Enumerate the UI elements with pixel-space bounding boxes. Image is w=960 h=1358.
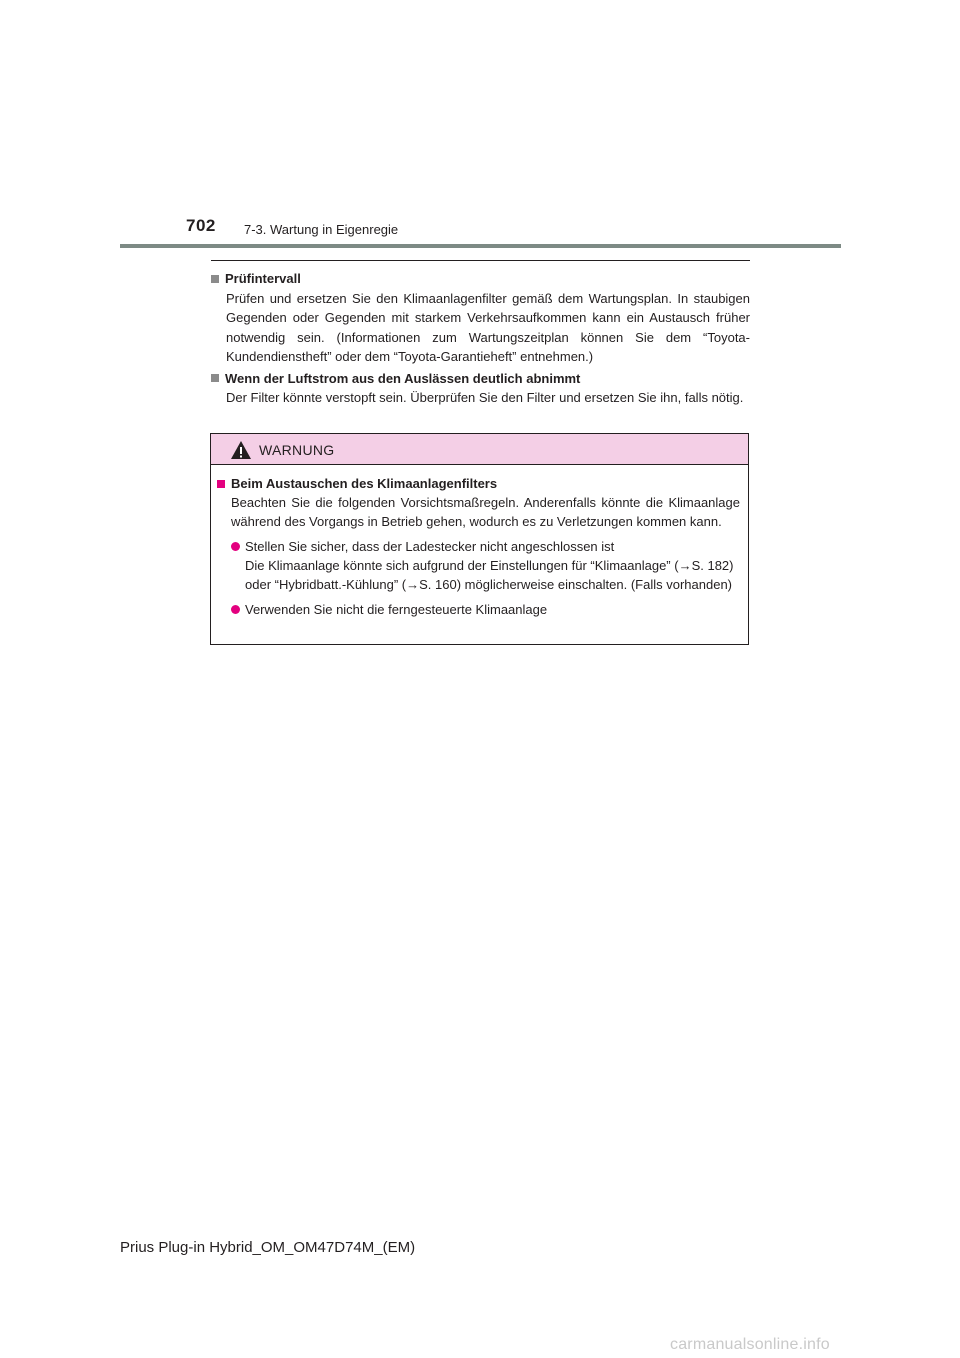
warning-bullet-line: Die Klimaanlage könnte sich aufgrund der Einstellungen für “Klimaanlage” (→S. 182) — [245, 558, 734, 573]
warning-triangle-icon — [230, 440, 252, 460]
circle-bullet-icon — [231, 542, 240, 551]
warning-bullet — [231, 537, 742, 594]
warning-heading-text: Beim Austauschen des Klimaanlagenfilters — [231, 476, 498, 491]
warning-heading — [217, 474, 748, 493]
section-heading-text: Prüfintervall — [225, 271, 301, 286]
warning-bullet — [231, 600, 742, 619]
square-bullet-icon — [211, 275, 219, 283]
warning-header — [211, 434, 748, 465]
square-bullet-icon — [217, 480, 225, 488]
warning-body — [211, 474, 748, 619]
content-divider — [211, 260, 750, 261]
warning-paragraph: Beachten Sie die folgenden Vorsichtsmaßregeln. Anderenfalls könnte die Klimaanlage während des Vorgangs in Betrieb gehen, wodurch es zu Verletzungen kommen kann. — [231, 495, 740, 529]
circle-bullet-icon — [231, 605, 240, 614]
section-heading — [211, 369, 750, 389]
main-content — [211, 269, 750, 410]
warning-bullet-line: oder “Hybridbatt.-Kühlung” (→S. 160) möglicherweise einschalten. (Falls vorhanden) — [245, 577, 733, 592]
warning-box — [210, 433, 749, 645]
section-title: 7-3. Wartung in Eigenregie — [244, 222, 399, 237]
section-luftstrom — [211, 369, 750, 408]
warning-bullet-text — [245, 537, 742, 594]
footer-document-id: Prius Plug-in Hybrid_OM_OM47D74M_(EM) — [120, 1239, 416, 1256]
header-divider — [120, 244, 841, 248]
section-heading — [211, 269, 750, 289]
warning-bullet-title: Verwenden Sie nicht die ferngesteuerte Klimaanlage — [245, 602, 548, 617]
section-paragraph: Der Filter könnte verstopft sein. Überprüfen Sie den Filter und ersetzen Sie ihn, falls nötig. — [226, 390, 744, 405]
page-number: 702 — [186, 216, 216, 235]
section-paragraph: Prüfen und ersetzen Sie den Klimaanlagenfilter gemäß dem Wartungsplan. In staubigen Gegenden oder Gegenden mit starkem Verkehrsaufkommen kann ein Austausch früher notwendig sein. (Informationen zum Wartungszeitplan können Sie dem “Toyota-Kundendienstheft” oder dem “Toyota-Garantieheft” entnehmen.) — [226, 290, 750, 364]
watermark: carmanualsonline.info — [670, 1336, 830, 1353]
section-pruefintervall — [211, 269, 750, 367]
warning-bullet-text — [245, 600, 742, 619]
square-bullet-icon — [211, 374, 219, 382]
section-heading-text: Wenn der Luftstrom aus den Auslässen deutlich abnimmt — [225, 370, 581, 386]
warning-title: WARNUNG — [259, 442, 335, 458]
warning-bullet-title: Stellen Sie sicher, dass der Ladestecker nicht angeschlossen ist — [245, 539, 615, 554]
